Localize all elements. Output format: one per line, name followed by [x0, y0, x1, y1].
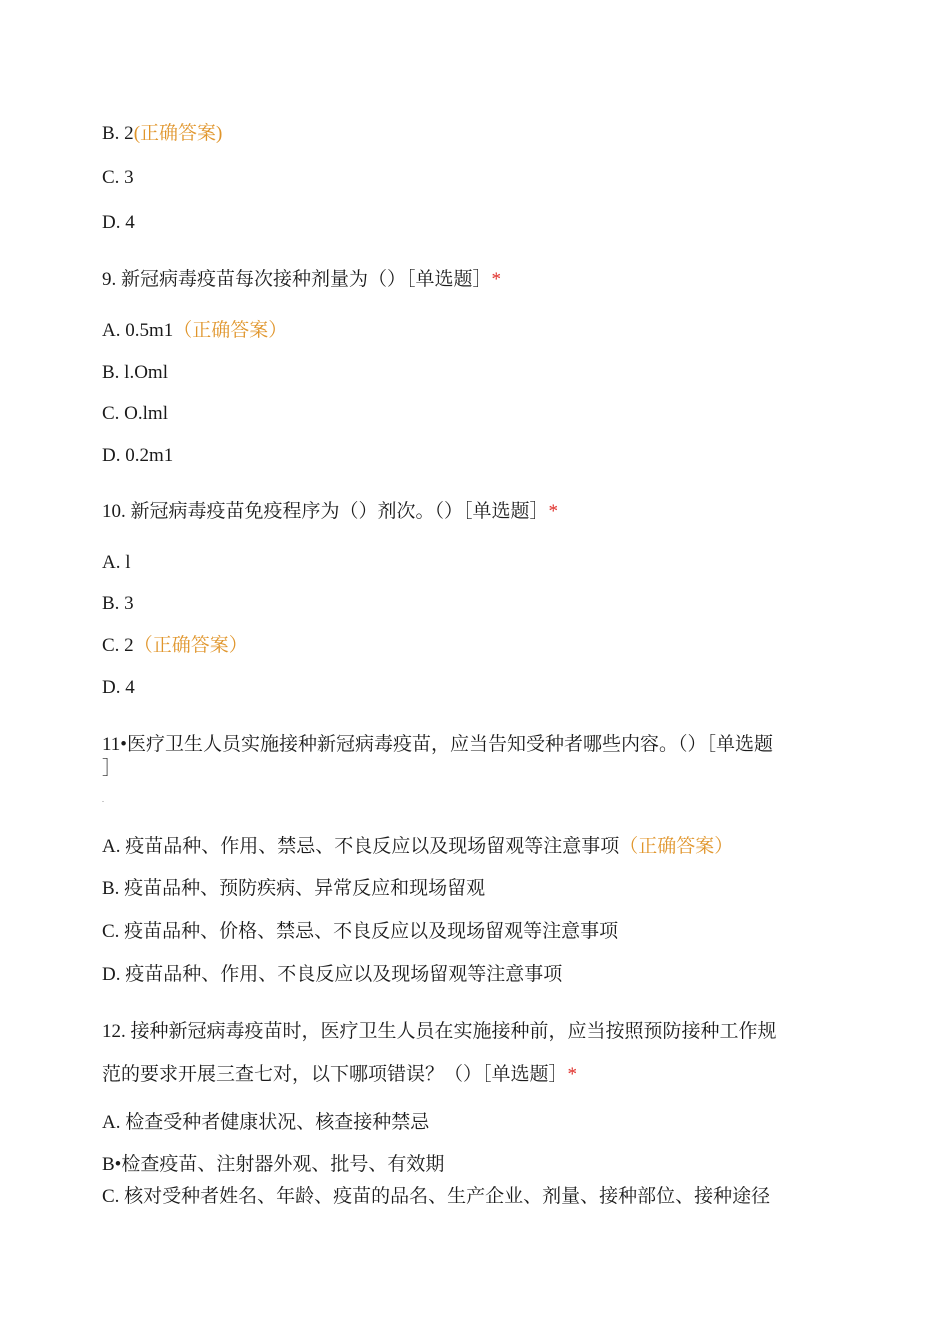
correct-answer-tag: （正确答案） — [619, 836, 734, 857]
q11-option-c: C. 疫苗品种、价格、禁忌、不良反应以及现场留观等注意事项 — [102, 921, 619, 942]
q11-title-line1: 11•医疗卫生人员实施接种新冠病毒疫苗，应当告知受种者哪些内容。（）［单选题 — [102, 734, 773, 755]
q9-option-d: D. 0.2m1 — [102, 445, 174, 466]
q8-option-d: D. 4 — [102, 212, 135, 233]
required-star: * — [491, 269, 502, 290]
q12-option-c: C. 核对受种者姓名、年龄、疫苗的品名、生产企业、剂量、接种部位、接种途径 — [102, 1186, 771, 1207]
stray-dot: . — [102, 795, 104, 804]
q10-option-b: B. 3 — [102, 593, 134, 614]
q10-option-c — [102, 634, 248, 658]
q8-option-b — [102, 122, 222, 146]
question-text: 9. 新冠病毒疫苗每次接种剂量为（）［单选题］ — [102, 269, 492, 290]
q9-option-c: C. O.lml — [102, 403, 168, 424]
q9-title — [102, 268, 501, 292]
q9-option-a — [102, 319, 287, 343]
q12-option-a: A. 检查受种者健康状况、核查接种禁忌 — [102, 1112, 430, 1133]
option-text: A. 0.5m1 — [102, 320, 174, 341]
correct-answer-tag: (正确答案) — [133, 123, 223, 144]
question-text: 10. 新冠病毒疫苗免疫程序为（）剂次。（）［单选题］ — [102, 501, 549, 522]
q12-title-line2 — [102, 1063, 577, 1087]
q11-title-line2: ］ — [102, 758, 122, 779]
correct-answer-tag: （正确答案） — [133, 635, 248, 656]
q12-option-b: B•检查疫苗、注射器外观、批号、有效期 — [102, 1154, 445, 1175]
q12-title-line1: 12. 接种新冠病毒疫苗时，医疗卫生人员在实施接种前，应当按照预防接种工作规 — [102, 1021, 777, 1042]
correct-answer-tag: （正确答案） — [173, 320, 288, 341]
q8-option-c: C. 3 — [102, 167, 134, 188]
required-star: * — [548, 501, 559, 522]
question-text: 范的要求开展三查七对，以下哪项错误？（）［单选题］ — [102, 1064, 568, 1085]
q11-option-d: D. 疫苗品种、作用、不良反应以及现场留观等注意事项 — [102, 964, 563, 985]
q11-option-b: B. 疫苗品种、预防疾病、异常反应和现场留观 — [102, 878, 486, 899]
required-star: * — [567, 1064, 578, 1085]
q9-option-b: B. l.Oml — [102, 362, 168, 383]
q10-title — [102, 500, 558, 524]
option-text: A. 疫苗品种、作用、禁忌、不良反应以及现场留观等注意事项 — [102, 836, 620, 857]
q11-option-a — [102, 835, 733, 859]
q10-option-a: A. l — [102, 552, 131, 573]
option-text: C. 2 — [102, 635, 134, 656]
q10-option-d: D. 4 — [102, 677, 135, 698]
option-text: B. 2 — [102, 123, 134, 144]
